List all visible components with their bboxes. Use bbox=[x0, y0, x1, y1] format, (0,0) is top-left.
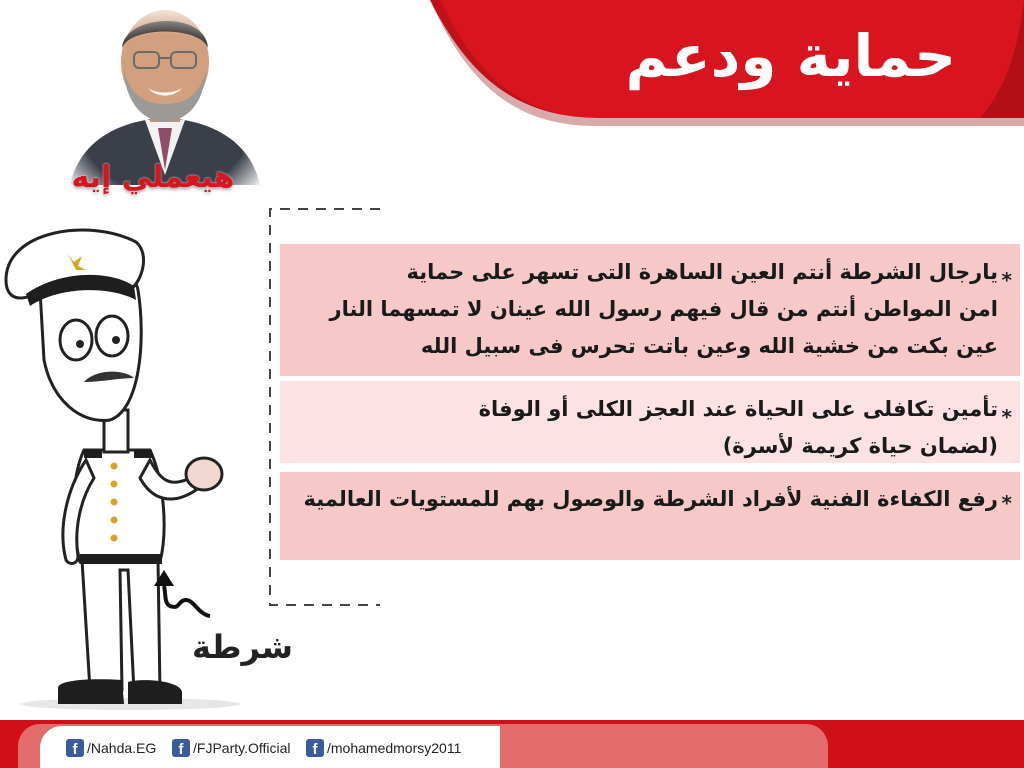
point-text-line: تأمين تكافلى على الحياة عند العجز الكلى أو الوفاة bbox=[478, 397, 998, 421]
curved-arrow-icon bbox=[150, 570, 220, 620]
point-card-2 bbox=[280, 381, 1020, 463]
point-card-1 bbox=[280, 244, 1020, 376]
facebook-link-text: /mohamedmorsy2011 bbox=[327, 740, 462, 756]
facebook-icon: f bbox=[66, 739, 84, 757]
facebook-link-nahda[interactable] bbox=[66, 737, 156, 759]
point-card-3 bbox=[280, 472, 1020, 560]
point-text-line: امن المواطن أنتم من قال فيهم رسول الله عينان لا تمسهما النار bbox=[329, 297, 998, 321]
tagline: هيعملي إيه bbox=[71, 160, 235, 195]
bullet: * bbox=[1001, 405, 1012, 429]
point-text-line: عين بكت من خشية الله وعين باتت تحرس فى سبيل الله bbox=[420, 334, 998, 358]
facebook-icon: f bbox=[306, 739, 324, 757]
page-title: حماية ودعم bbox=[625, 22, 956, 90]
facebook-link-text: /FJParty.Official bbox=[193, 740, 291, 756]
bullet: * bbox=[1001, 268, 1012, 292]
point-text-line: رفع الكفاءة الفنية لأفراد الشرطة والوصول بهم للمستويات العالمية bbox=[303, 487, 998, 511]
point-text-line: (لضمان حياة كريمة لأسرة) bbox=[722, 434, 998, 458]
point-text-line: يارجال الشرطة أنتم العين الساهرة التى تسهر على حماية bbox=[406, 260, 998, 284]
role-label: شرطة bbox=[192, 628, 293, 666]
facebook-link-mohamedmorsy[interactable] bbox=[306, 737, 461, 759]
bullet: * bbox=[1001, 491, 1012, 515]
facebook-link-text: /Nahda.EG bbox=[87, 740, 157, 756]
facebook-link-fjparty[interactable] bbox=[172, 737, 291, 759]
facebook-icon: f bbox=[172, 739, 190, 757]
